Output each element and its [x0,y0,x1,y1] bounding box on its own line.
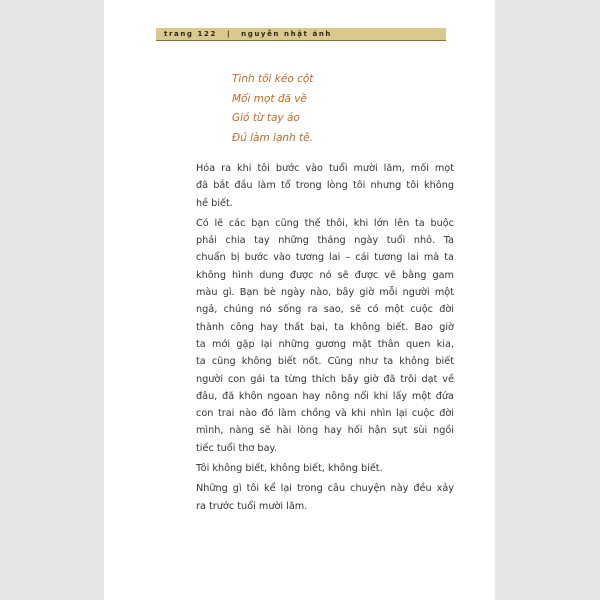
text-line: Có lẽ các bạn cũng thế thôi, khi lớn lên ta buộc [196,217,454,229]
text-line: phải chia tay những tháng ngày tuổi nhỏ. Ta [196,235,454,247]
book-page [104,0,495,600]
text-line: ta cũng không biết nốt. Cũng như ta không biết [196,356,454,368]
paragraph [196,160,454,212]
text-line: ngả, chúng nó sống ra sao, sẽ có một cuộc đời [196,304,454,316]
text-line: đã bắt đầu làm tổ trong lòng tôi nhưng tôi không [196,180,454,192]
running-header-text [164,28,332,40]
text-line: thành công hay thất bại, ta không biết. Bao giờ [196,321,454,333]
poem-stanza [232,70,313,148]
text-line: Hóa ra khi tôi bước vào tuổi mười lăm, mối mọt [196,163,454,174]
text-line: mình, nàng sẽ hài lòng hay hối hận sụt sùi ngồi [196,425,454,437]
text-line: tiếc tuổi thơ bay. [196,442,277,454]
body-text [196,160,454,518]
text-line: Tôi không biết, không biết, không biết. [196,463,383,475]
text-line: màu gì. Bạn bè ngày nào, bây giờ mỗi người một [196,287,454,299]
text-line: con trai nào đó làm chồng và khi nhìn lại cuộc đời [196,408,454,420]
header-separator: | [226,30,232,38]
poem-line: Tình tôi kéo cột [232,73,314,85]
page-number-label: trang 122 [164,30,217,38]
poem-line: Gió từ tay áo [232,112,300,124]
poem-line: Mối mọt đã về [232,92,307,105]
text-line: không hình dung được nó sẽ được vẽ bằng gam [196,269,454,281]
paragraph [196,460,454,477]
paragraph [196,215,454,457]
text-line: ta mới gặp lại những gương mặt thân quen kia, [196,338,454,350]
text-line: chuẩn bị bước vào tương lai – cái tương lai mà ta [196,252,454,264]
text-line: ra trước tuổi mười lăm. [196,500,308,512]
author-name: nguyễn nhật ánh [241,30,333,38]
text-line: đâu, đã khôn ngoan hay nông nổi khi lấy một đứa [196,390,454,402]
paragraph [196,480,454,515]
poem-line: Đủ làm lạnh tê. [232,131,313,144]
text-line: hề biết. [196,197,233,209]
text-line: Những gì tôi kể lại trong câu chuyện này đều xảy [196,483,454,495]
running-header [156,28,446,41]
text-line: người con gái ta từng thích bây giờ đã trôi dạt về [196,373,454,385]
